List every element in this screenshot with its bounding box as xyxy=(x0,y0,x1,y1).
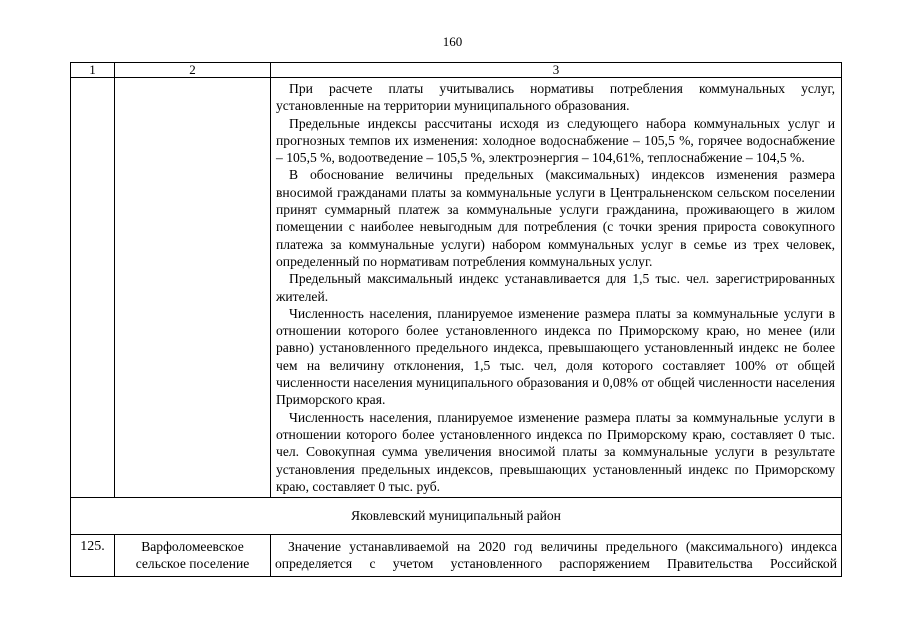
paragraph-indices: Предельные индексы рассчитаны исходя из следующего набора коммунальных услуг и прогнозных темпов их изменения: холодное водоснабжение – 105,5 %, горячее водоснабжение – 105,5 %, водоотведение – 105,5 %, электроэнергия – 104,61%, теплоснабжение – 104,5 %. xyxy=(276,115,835,166)
header-col-1: 1 xyxy=(71,63,115,78)
paragraph-max-index: Предельный максимальный индекс устанавливается для 1,5 тыс. чел. зарегистрированных жителей. xyxy=(276,271,835,304)
continuation-row xyxy=(71,78,842,498)
page-number: 160 xyxy=(442,34,463,49)
paragraph-norms: При расчете платы учитывались нормативы потребления коммунальных услуг, установленные на территории муниципального образования. xyxy=(276,81,835,114)
continuation-name-cell xyxy=(115,78,271,498)
continuation-text-cell xyxy=(271,78,842,498)
row-text: Значение устанавливаемой на 2020 год величины предельного (максимального) индекса определяется с учетом установленного распоряжением Правительства Российской xyxy=(271,535,842,577)
header-col-3: 3 xyxy=(271,63,842,78)
header-row xyxy=(71,63,842,78)
settlement-name: Варфоломеевское сельское поселение xyxy=(115,535,271,577)
continuation-number-cell xyxy=(71,78,115,498)
paragraph-population-share: Численность населения, планируемое изменение размера платы за коммунальные услуги в отношении которого более установленного индекса по Приморскому краю, но менее (или равно) установленного предельного индекса, превышающего установленный индекс не более чем на величину отклонения, 1,5 тыс. чел, доля которого составляет 100% от общей численности населения муниципального образования и 0,08% от общей численности населения Приморского края. xyxy=(276,305,835,408)
tariff-table xyxy=(70,62,842,577)
row-number: 125. xyxy=(71,535,115,577)
paragraph-justification: В обоснование величины предельных (максимальных) индексов изменения размера вносимой гражданами платы за коммунальные услуги в Центральненском сельском поселении принят суммарный платеж за коммунальные услуги гражданина, проживающего в жилом помещении с наиболее невыгодным для потребления (с точки зрения прироста совокупного платежа за коммунальные услуги) набором коммунальных услуг в семье из трех человек, определенный по нормативам потребления коммунальных услуг. xyxy=(276,167,835,269)
header-col-2: 2 xyxy=(115,63,271,78)
section-title: Яковлевский муниципальный район xyxy=(71,498,842,535)
paragraph-population-above: Численность населения, планируемое изменение размера платы за коммунальные услуги в отношении которого более установленного индекса по Приморскому краю, составляет 0 тыс. чел. Совокупная сумма увеличения вносимой платы за коммунальные услуги в результате установления предельных индексов, превышающих установленный индекс по Приморскому краю, составляет 0 тыс. руб. xyxy=(276,409,835,494)
table-row xyxy=(71,535,842,577)
section-row xyxy=(71,498,842,535)
